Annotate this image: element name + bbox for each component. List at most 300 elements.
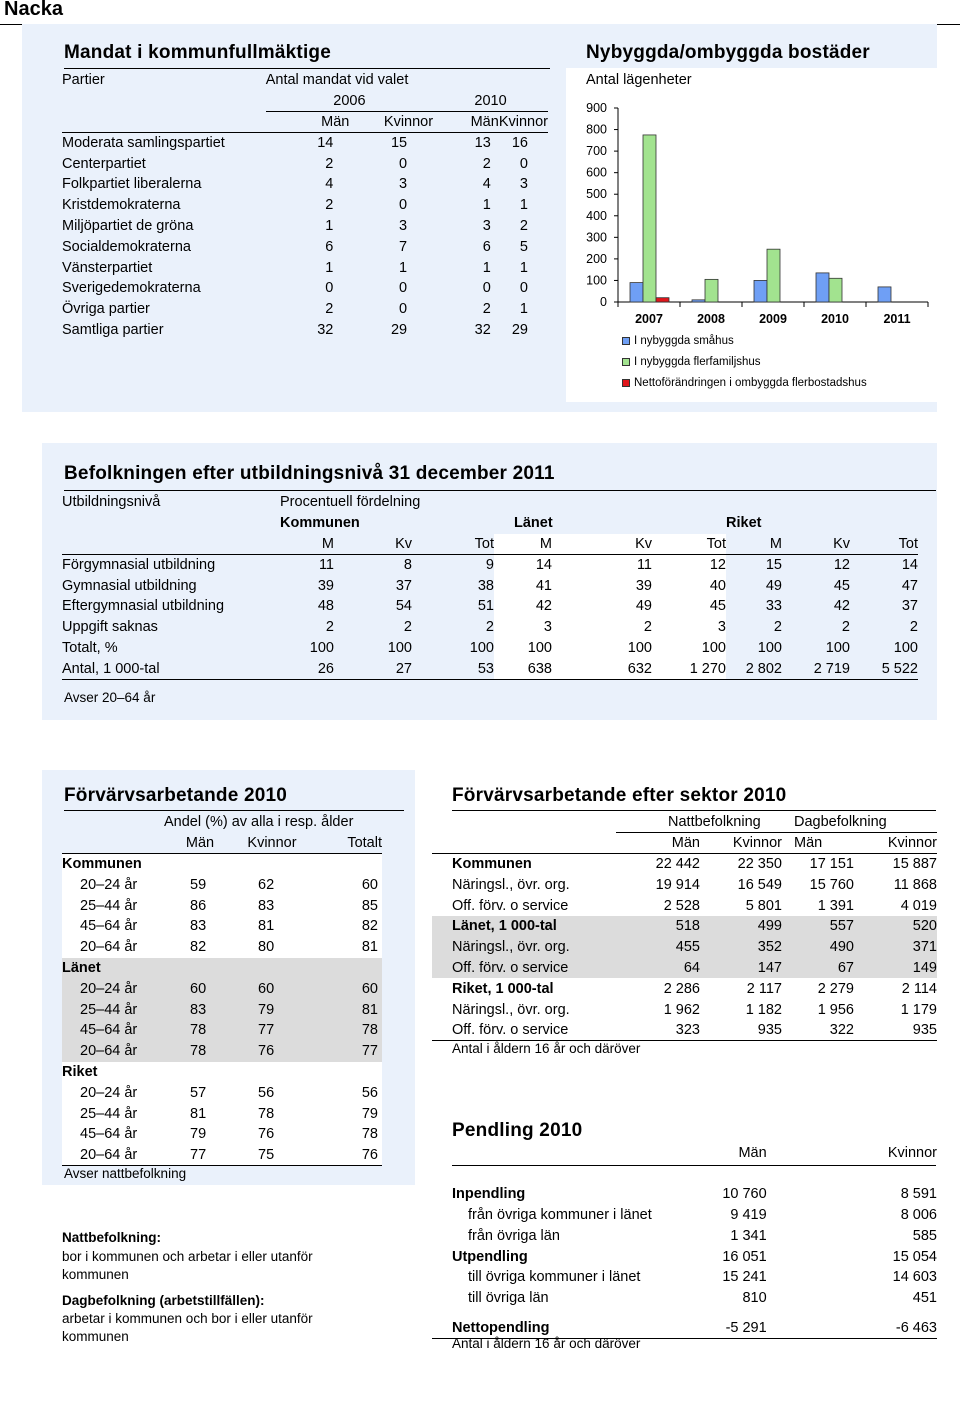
forv-title-rule bbox=[64, 810, 404, 811]
pendling-value: 585 bbox=[912, 1227, 937, 1244]
party-name: Centerpartiet bbox=[62, 155, 146, 172]
utb-level: Förgymnasial utbildning bbox=[62, 557, 216, 574]
legend-swatch bbox=[622, 337, 630, 345]
utb-value: 3 bbox=[494, 617, 552, 638]
pendling-name: från övriga kommuner i länet bbox=[468, 1206, 652, 1223]
sektor-value: 935 bbox=[700, 1020, 782, 1041]
mandat-row bbox=[62, 299, 548, 320]
sektor-table bbox=[432, 812, 937, 1041]
utb-row bbox=[62, 575, 918, 596]
forv-value: 77 bbox=[308, 1041, 382, 1062]
sektor-value: 1 391 bbox=[782, 895, 854, 916]
mandat-row bbox=[62, 236, 548, 257]
utb-value: 100 bbox=[552, 638, 652, 659]
party-name: Övriga partier bbox=[62, 301, 150, 318]
utb-value: 11 bbox=[552, 554, 652, 575]
sektor-value: 16 549 bbox=[700, 874, 782, 895]
forv-note: Avser nattbefolkning bbox=[64, 1166, 187, 1181]
forv-value: 83 bbox=[164, 916, 236, 937]
sektor-value: 1 182 bbox=[700, 999, 782, 1020]
pendling-value: 8 591 bbox=[900, 1186, 937, 1203]
forv-value: 60 bbox=[308, 874, 382, 895]
mandat-title-rule bbox=[64, 68, 550, 69]
pendling-value: 8 006 bbox=[900, 1206, 937, 1223]
x-tick-label: 2009 bbox=[759, 312, 787, 326]
utb-level: Uppgift saknas bbox=[62, 619, 158, 636]
utb-value: 40 bbox=[652, 575, 726, 596]
legend-label: I nybyggda flerfamiljshus bbox=[634, 356, 761, 368]
utb-value: 42 bbox=[833, 598, 850, 615]
mandat-value: 3 bbox=[399, 176, 408, 193]
sektor-value: 455 bbox=[616, 937, 700, 958]
utb-value: 14 bbox=[901, 557, 918, 574]
mandat-value: 1 bbox=[325, 217, 334, 234]
utb-title-rule bbox=[64, 490, 936, 491]
mandat-row bbox=[62, 320, 548, 341]
party-name: Kristdemokraterna bbox=[62, 197, 181, 214]
pendling-row bbox=[432, 1246, 937, 1267]
sektor-row bbox=[432, 854, 937, 875]
utb-sub: M bbox=[494, 534, 552, 555]
sektor-value: 15 760 bbox=[782, 874, 854, 895]
forv-value: 75 bbox=[236, 1145, 308, 1166]
utb-value: 39 bbox=[552, 575, 652, 596]
sektor-value: 64 bbox=[616, 958, 700, 979]
forv-value: 78 bbox=[164, 1020, 236, 1041]
forv-value: 83 bbox=[236, 895, 308, 916]
pendling-value: 1 341 bbox=[730, 1227, 767, 1244]
y-tick-label: 700 bbox=[586, 144, 607, 159]
pendling-value: 15 054 bbox=[892, 1248, 937, 1265]
mandat-col-party: Partier bbox=[62, 72, 105, 89]
utb-value: 100 bbox=[387, 639, 412, 656]
sektor-value: 19 914 bbox=[616, 874, 700, 895]
sektor-value: 15 887 bbox=[854, 854, 937, 875]
forv-value: 57 bbox=[164, 1082, 236, 1103]
mandat-value: 1 bbox=[325, 259, 334, 276]
forv-age: 20–64 år bbox=[62, 1041, 164, 1062]
forv-value: 60 bbox=[308, 978, 382, 999]
sektor-value: 67 bbox=[782, 958, 854, 979]
sektor-row bbox=[432, 916, 937, 937]
forv-age: 20–24 år bbox=[62, 978, 164, 999]
mandat-value: 1 bbox=[519, 259, 528, 276]
forv-value: 81 bbox=[164, 1103, 236, 1124]
utb-value: 2 bbox=[909, 619, 918, 636]
pendling-name: Inpendling bbox=[452, 1186, 526, 1203]
forv-row bbox=[62, 978, 382, 999]
forv-value: 56 bbox=[236, 1082, 308, 1103]
sektor-title-rule bbox=[452, 810, 936, 811]
mandat-value: 29 bbox=[511, 321, 528, 338]
sektor-value: 17 151 bbox=[782, 854, 854, 875]
y-tick-label: 300 bbox=[586, 230, 607, 245]
forv-value: 78 bbox=[236, 1103, 308, 1124]
forv-value: 79 bbox=[236, 999, 308, 1020]
utb-value: 100 bbox=[309, 639, 334, 656]
sektor-name: Off. förv. o service bbox=[432, 1020, 616, 1041]
party-name: Moderata samlingspartiet bbox=[62, 135, 225, 152]
pendling-value: 451 bbox=[912, 1290, 937, 1307]
legend-item bbox=[622, 335, 734, 347]
utb-value: 2 bbox=[552, 617, 652, 638]
sektor-value: 147 bbox=[700, 958, 782, 979]
utb-value: 42 bbox=[494, 596, 552, 617]
x-tick-label: 2007 bbox=[635, 312, 663, 326]
sektor-sub: Män bbox=[616, 833, 700, 854]
sektor-value: 935 bbox=[854, 1020, 937, 1041]
pendling-name: från övriga län bbox=[468, 1227, 560, 1244]
mandat-value: 2 bbox=[325, 155, 334, 172]
party-name: Samtliga partier bbox=[62, 321, 164, 338]
sektor-value: 1 956 bbox=[782, 999, 854, 1020]
forv-row bbox=[62, 937, 382, 958]
mandat-value: 29 bbox=[390, 321, 408, 338]
forv-sub: Kvinnor bbox=[236, 833, 308, 854]
pendling-name: till övriga kommuner i länet bbox=[468, 1269, 641, 1286]
mandat-value: 1 bbox=[519, 301, 528, 318]
forv-value: 85 bbox=[308, 895, 382, 916]
mandat-row bbox=[62, 195, 548, 216]
utb-region-lanet: Länet bbox=[514, 515, 553, 532]
utb-value: 51 bbox=[477, 598, 494, 615]
sektor-group-natt: Nattbefolkning bbox=[616, 812, 782, 833]
sektor-value: 22 442 bbox=[616, 854, 700, 875]
forv-value: 80 bbox=[236, 937, 308, 958]
sektor-sub: Kvinnor bbox=[700, 833, 782, 854]
mandat-value: 7 bbox=[399, 238, 408, 255]
utb-value: 11 bbox=[318, 557, 334, 574]
sektor-value: 11 868 bbox=[854, 874, 937, 895]
utb-value: 27 bbox=[334, 658, 412, 679]
sektor-note: Antal i åldern 16 år och däröver bbox=[452, 1041, 641, 1056]
forv-group-name: Länet bbox=[62, 958, 382, 979]
forv-group-name: Riket bbox=[62, 1062, 382, 1083]
utb-value: 12 bbox=[652, 554, 726, 575]
pendling-value: 10 760 bbox=[722, 1186, 767, 1203]
forv-group-row bbox=[62, 958, 382, 979]
pendling-row bbox=[432, 1205, 937, 1226]
mandat-value: 4 bbox=[482, 176, 491, 193]
utb-value: 54 bbox=[395, 598, 412, 615]
utb-region-riket: Riket bbox=[726, 515, 762, 532]
forv-age: 45–64 år bbox=[62, 1020, 164, 1041]
utb-value: 5 522 bbox=[850, 658, 918, 679]
forv-value: 62 bbox=[236, 874, 308, 895]
sektor-value: 2 114 bbox=[854, 978, 937, 999]
sektor-name: Kommunen bbox=[432, 854, 616, 875]
sektor-row bbox=[432, 1020, 937, 1041]
def-dag-text-1: arbetar i kommunen och bor i eller utanför bbox=[62, 1311, 313, 1326]
mandat-value: 5 bbox=[519, 238, 528, 255]
utb-value: 15 bbox=[765, 557, 782, 574]
sektor-value: 520 bbox=[854, 916, 937, 937]
utb-sub: Tot bbox=[850, 534, 918, 555]
y-tick-label: 400 bbox=[586, 208, 607, 223]
party-name: Miljöpartiet de gröna bbox=[62, 217, 194, 234]
def-dag-label: Dagbefolkning (arbetstillfällen): bbox=[62, 1293, 265, 1308]
def-natt-text-1: bor i kommunen och arbetar i eller utanför bbox=[62, 1249, 313, 1264]
mandat-value: 2 bbox=[519, 217, 528, 234]
mandat-value: 6 bbox=[325, 238, 334, 255]
mandat-year-2006: 2006 bbox=[266, 91, 433, 112]
utb-row bbox=[62, 638, 918, 659]
party-name: Folkpartiet liberalerna bbox=[62, 176, 202, 193]
utb-value: 2 802 bbox=[726, 658, 782, 679]
forv-col-group: Andel (%) av alla i resp. ålder bbox=[164, 814, 354, 831]
bar-i-nybyggda-småhus-2011 bbox=[878, 287, 891, 302]
utb-value: 1 270 bbox=[652, 658, 726, 679]
y-tick-label: 200 bbox=[586, 251, 607, 266]
mandat-row bbox=[62, 174, 548, 195]
legend-label: Nettoförändringen i ombyggda flerbostadshus bbox=[634, 377, 867, 389]
mandat-col-group: Antal mandat vid valet bbox=[265, 72, 409, 89]
sektor-row bbox=[432, 978, 937, 999]
forv-value: 81 bbox=[308, 999, 382, 1020]
utb-value: 33 bbox=[765, 598, 782, 615]
forv-row bbox=[62, 1041, 382, 1062]
bar-i-nybyggda-flerfamiljshus-2009 bbox=[767, 249, 780, 302]
forv-age: 45–64 år bbox=[62, 1124, 164, 1145]
forv-table bbox=[62, 812, 382, 1166]
forv-row bbox=[62, 916, 382, 937]
mandat-row bbox=[62, 153, 548, 174]
sektor-value: 2 286 bbox=[616, 978, 700, 999]
sektor-value: 490 bbox=[782, 937, 854, 958]
legend-swatch bbox=[622, 379, 630, 387]
bar-chart-svg bbox=[566, 68, 938, 402]
def-natt-text-2: kommunen bbox=[62, 1267, 129, 1282]
utb-value: 53 bbox=[412, 658, 494, 679]
forv-sub: Totalt bbox=[308, 833, 382, 854]
forv-age: 25–44 år bbox=[62, 999, 164, 1020]
utb-value: 2 bbox=[773, 619, 782, 636]
forv-row bbox=[62, 999, 382, 1020]
sektor-value: 22 350 bbox=[700, 854, 782, 875]
utb-level: Gymnasial utbildning bbox=[62, 577, 197, 594]
forv-age: 20–24 år bbox=[62, 1082, 164, 1103]
forv-value: 81 bbox=[308, 937, 382, 958]
bostader-chart bbox=[566, 68, 938, 402]
forv-value: 76 bbox=[236, 1041, 308, 1062]
utb-col-group: Procentuell fördelning bbox=[280, 494, 421, 511]
sektor-value: 5 801 bbox=[700, 895, 782, 916]
sektor-value: 1 962 bbox=[616, 999, 700, 1020]
mandat-value: 2 bbox=[325, 197, 334, 214]
utb-sub: Tot bbox=[412, 534, 494, 555]
forv-row bbox=[62, 1082, 382, 1103]
chart-subtitle: Antal lägenheter bbox=[586, 72, 692, 88]
x-tick-label: 2008 bbox=[697, 312, 725, 326]
utb-value: 47 bbox=[901, 577, 918, 594]
utb-value: 100 bbox=[825, 639, 850, 656]
forv-row bbox=[62, 895, 382, 916]
utb-value: 3 bbox=[652, 617, 726, 638]
y-tick-label: 800 bbox=[586, 122, 607, 137]
mandat-row bbox=[62, 278, 548, 299]
sektor-value: 149 bbox=[854, 958, 937, 979]
sektor-value: 2 528 bbox=[616, 895, 700, 916]
pendling-row bbox=[432, 1267, 937, 1288]
forv-sub: Män bbox=[164, 833, 236, 854]
utb-value: 100 bbox=[757, 639, 782, 656]
pendling-value: 14 603 bbox=[892, 1269, 937, 1286]
mandat-value: 2 bbox=[325, 301, 334, 318]
mandat-value: 4 bbox=[325, 176, 334, 193]
mandat-value: 1 bbox=[399, 259, 408, 276]
utb-value: 37 bbox=[395, 577, 412, 594]
y-tick-label: 500 bbox=[586, 187, 607, 202]
utb-value: 26 bbox=[280, 658, 334, 679]
utb-level: Antal, 1 000-tal bbox=[62, 658, 280, 679]
sektor-value: 2 279 bbox=[782, 978, 854, 999]
pendling-row bbox=[432, 1309, 937, 1339]
sektor-value: 2 117 bbox=[700, 978, 782, 999]
forv-age: 20–24 år bbox=[62, 874, 164, 895]
forv-value: 77 bbox=[164, 1145, 236, 1166]
bar-i-nybyggda-flerfamiljshus-2007 bbox=[643, 135, 656, 302]
definitions-box bbox=[42, 1220, 414, 1356]
sektor-sub: Män bbox=[782, 833, 854, 854]
forv-value: 82 bbox=[308, 916, 382, 937]
utb-table bbox=[62, 492, 918, 680]
utb-value: 8 bbox=[403, 557, 412, 574]
mandat-value: 0 bbox=[399, 280, 408, 297]
forv-row bbox=[62, 1124, 382, 1145]
utb-row bbox=[62, 658, 918, 679]
mandat-value: 0 bbox=[325, 280, 334, 297]
sektor-value: 557 bbox=[782, 916, 854, 937]
forv-row bbox=[62, 874, 382, 895]
forv-value: 60 bbox=[164, 978, 236, 999]
sektor-value: 323 bbox=[616, 1020, 700, 1041]
forv-row bbox=[62, 1103, 382, 1124]
utb-value: 2 bbox=[485, 619, 494, 636]
utb-level: Eftergymnasial utbildning bbox=[62, 598, 225, 615]
forv-value: 78 bbox=[164, 1041, 236, 1062]
mandat-value: 15 bbox=[390, 135, 408, 152]
mandat-value: 1 bbox=[482, 197, 491, 214]
legend-item bbox=[622, 356, 761, 368]
forv-age: 45–64 år bbox=[62, 916, 164, 937]
sektor-value: 371 bbox=[854, 937, 937, 958]
pendling-note: Antal i åldern 16 år och däröver bbox=[452, 1336, 641, 1351]
forv-group-name: Kommunen bbox=[62, 854, 382, 875]
pendling-row bbox=[432, 1184, 937, 1205]
def-natt-label: Nattbefolkning: bbox=[62, 1230, 161, 1245]
utb-value: 49 bbox=[552, 596, 652, 617]
forv-value: 60 bbox=[236, 978, 308, 999]
utb-level: Totalt, % bbox=[62, 639, 118, 656]
sektor-value: 4 019 bbox=[854, 895, 937, 916]
pendling-title: Pendling 2010 bbox=[452, 1120, 583, 1141]
mandat-value: 0 bbox=[482, 280, 491, 297]
y-tick-label: 600 bbox=[586, 165, 607, 180]
forv-group-row bbox=[62, 1062, 382, 1083]
utb-value: 12 bbox=[833, 557, 850, 574]
bar-i-nybyggda-småhus-2010 bbox=[816, 273, 829, 302]
sektor-value: 322 bbox=[782, 1020, 854, 1041]
utb-value: 2 bbox=[325, 619, 334, 636]
utb-value: 41 bbox=[494, 575, 552, 596]
mandat-title: Mandat i kommunfullmäktige bbox=[64, 42, 332, 63]
utb-region-kommunen: Kommunen bbox=[280, 515, 360, 532]
utb-col-level: Utbildningsnivå bbox=[62, 494, 161, 511]
utb-value: 100 bbox=[652, 638, 726, 659]
legend-item bbox=[622, 377, 867, 389]
utb-value: 2 719 bbox=[782, 658, 850, 679]
forv-title: Förvärvsarbetande 2010 bbox=[64, 785, 288, 806]
utb-value: 49 bbox=[765, 577, 782, 594]
sektor-value: 518 bbox=[616, 916, 700, 937]
forv-value: 82 bbox=[164, 937, 236, 958]
mandat-value: 0 bbox=[399, 301, 408, 318]
utb-value: 39 bbox=[317, 577, 334, 594]
mandat-value: 3 bbox=[519, 176, 528, 193]
utb-value: 2 bbox=[403, 619, 412, 636]
utb-value: 100 bbox=[494, 638, 552, 659]
utb-value: 100 bbox=[893, 639, 918, 656]
sektor-title: Förvärvsarbetande efter sektor 2010 bbox=[452, 785, 787, 806]
mandat-sub: Män bbox=[266, 112, 350, 133]
forv-row bbox=[62, 1145, 382, 1166]
bar-nettoförändringen-i-ombyggda-flerbostadshus-2007 bbox=[656, 298, 669, 302]
utb-value: 632 bbox=[552, 658, 652, 679]
def-dag-text-2: kommunen bbox=[62, 1329, 129, 1344]
forv-age: 20–64 år bbox=[62, 1145, 164, 1166]
sektor-row bbox=[432, 958, 937, 979]
sektor-row bbox=[432, 937, 937, 958]
mandat-row bbox=[62, 216, 548, 237]
sektor-name: Off. förv. o service bbox=[432, 895, 616, 916]
utb-row bbox=[62, 596, 918, 617]
sektor-name: Off. förv. o service bbox=[432, 958, 616, 979]
bar-i-nybyggda-flerfamiljshus-2008 bbox=[705, 279, 718, 302]
forv-value: 86 bbox=[164, 895, 236, 916]
sektor-name: Näringsl., övr. org. bbox=[432, 999, 616, 1020]
utb-value: 14 bbox=[494, 554, 552, 575]
utb-value: 638 bbox=[494, 658, 552, 679]
pendling-name: Nettopendling bbox=[432, 1309, 652, 1339]
pendling-sub: Kvinnor bbox=[887, 1145, 937, 1162]
utb-value: 9 bbox=[485, 557, 494, 574]
mandat-value: 1 bbox=[519, 197, 528, 214]
bar-i-nybyggda-småhus-2009 bbox=[754, 280, 767, 302]
utb-sub: Tot bbox=[652, 534, 726, 555]
pendling-value: -6 463 bbox=[795, 1309, 937, 1339]
sektor-value: 499 bbox=[700, 916, 782, 937]
pendling-value: 16 051 bbox=[722, 1248, 767, 1265]
forv-value: 76 bbox=[236, 1124, 308, 1145]
forv-value: 83 bbox=[164, 999, 236, 1020]
forv-value: 77 bbox=[236, 1020, 308, 1041]
utb-row bbox=[62, 617, 918, 638]
utb-sub: Kv bbox=[782, 534, 850, 555]
mandat-value: 0 bbox=[519, 280, 528, 297]
utb-value: 2 bbox=[841, 619, 850, 636]
x-tick-label: 2011 bbox=[883, 312, 911, 326]
mandat-value: 6 bbox=[482, 238, 491, 255]
pendling-value: 15 241 bbox=[722, 1269, 767, 1286]
forv-value: 56 bbox=[308, 1082, 382, 1103]
mandat-row bbox=[62, 132, 548, 153]
bar-i-nybyggda-småhus-2007 bbox=[630, 283, 643, 302]
forv-value: 59 bbox=[164, 874, 236, 895]
forv-group-row bbox=[62, 854, 382, 875]
mandat-value: 2 bbox=[482, 155, 491, 172]
x-tick-label: 2010 bbox=[821, 312, 849, 326]
mandat-value: 13 bbox=[474, 135, 491, 152]
